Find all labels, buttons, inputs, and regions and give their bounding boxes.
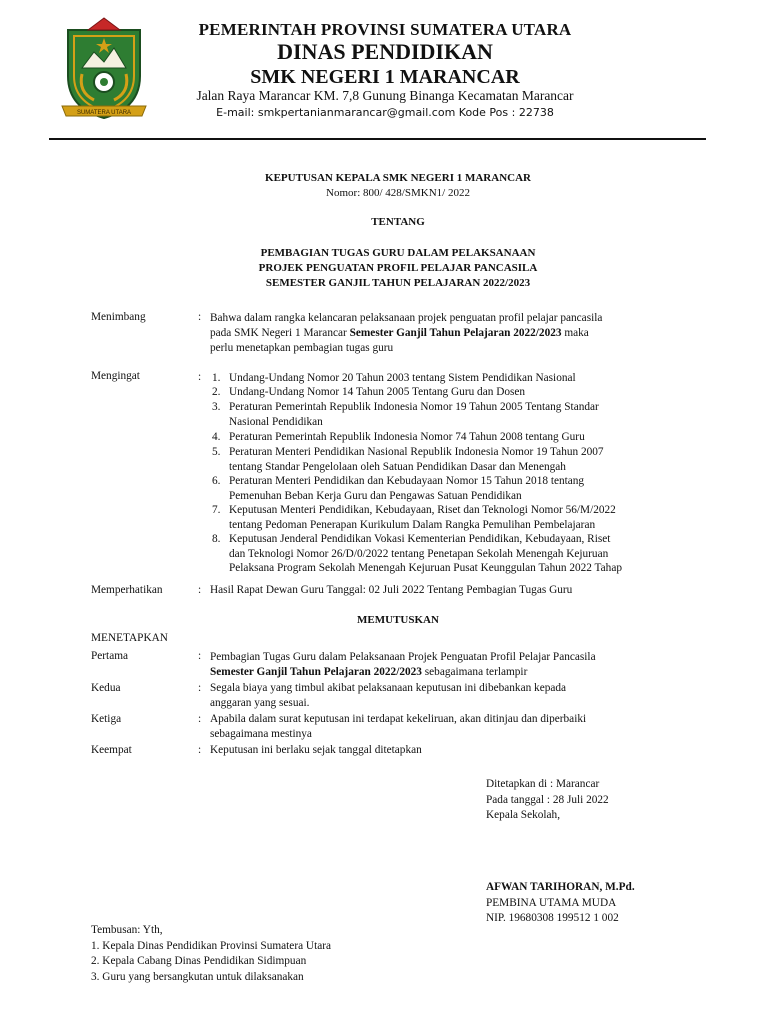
tembusan-item: 1. Kepala Dinas Pendidikan Provinsi Sumatera Utara [91,939,332,952]
letterhead-address: Jalan Raya Marancar KM. 7,8 Gunung Binanga Kecamatan Marancar [196,88,574,103]
mengingat-num-3: 3. [212,401,221,413]
mengingat-item-3-line-1: Peraturan Pemerintah Republik Indonesia Nomor 19 Tahun 2005 Tentang Standar [229,401,599,413]
mengingat-num-4: 4. [212,431,221,443]
provincial-emblem [58,16,150,122]
pertama-colon: : [198,650,202,662]
menimbang-line-2-post: maka [561,327,589,339]
signatory-name: AFWAN TARIHORAN, M.Pd. [486,881,635,893]
mengingat-colon: : [198,371,202,383]
pertama-line-2-bold: Semester Ganjil Tahun Pelajaran 2022/2023 [210,666,422,678]
pertama-line-2 [210,665,700,680]
menimbang-label: Menimbang [91,311,146,323]
menimbang-colon: : [198,311,202,323]
mengingat-label: Mengingat [91,370,140,382]
ketiga-colon: : [198,713,202,725]
ketiga-text [210,712,700,742]
mengingat-item-1 [229,371,703,386]
signature-role: Kepala Sekolah, [486,809,561,821]
signatory-block [486,880,635,927]
menimbang-text [210,311,700,356]
mengingat-item-2 [229,385,703,400]
ketiga-line-2: sebagaimana mestinya [210,728,312,740]
letterhead-government: PEMERINTAH PROVINSI SUMATERA UTARA [198,20,572,39]
keempat-text: Keputusan ini berlaku sejak tanggal ditetapkan [210,744,422,756]
memperhatikan-label: Memperhatikan [91,584,163,596]
menimbang-line-2-pre: pada SMK Negeri 1 Marancar [210,327,350,339]
memutuskan-heading: MEMUTUSKAN [357,614,439,626]
letterhead-department: DINAS PENDIDIKAN [277,39,493,64]
tembusan-heading: Tembusan: Yth, [91,924,163,936]
decree-about: TENTANG [371,216,425,228]
kedua-line-2: anggaran yang sesuai. [210,697,310,709]
memperhatikan-text: Hasil Rapat Dewan Guru Tanggal: 02 Juli 2022 Tentang Pembagian Tugas Guru [210,584,573,596]
kedua-colon: : [198,682,202,694]
mengingat-item-6-line-2: Pemenuhan Beban Kerja Guru dan Pengawas Satuan Pendidikan [229,489,522,502]
mengingat-item-5 [229,445,703,474]
mengingat-num-2: 2. [212,386,221,398]
keempat-label: Keempat [91,744,132,756]
mengingat-item-3 [229,400,703,429]
mengingat-item-8-line-3: Pelaksana Program Sekolah Menengah Kejuruan Pusat Keunggulan Tahun 2022 Tahap [229,562,622,574]
memperhatikan-colon: : [198,584,202,596]
decree-heading: KEPUTUSAN KEPALA SMK NEGERI 1 MARANCAR [265,172,531,184]
mengingat-item-2-line-1: Undang-Undang Nomor 14 Tahun 2005 Tentang Guru dan Dosen [229,386,526,398]
letterhead-contact: E-mail: smkpertanianmarancar@gmail.com Kode Pos : 22738 [216,106,554,119]
pertama-label: Pertama [91,650,129,662]
mengingat-item-4-line-1: Peraturan Pemerintah Republik Indonesia Nomor 74 Tahun 2008 tentang Guru [229,431,585,443]
mengingat-item-7-line-2: tentang Pedoman Penerapan Kurikulum Dalam Rangka Pemulihan Pembelajaran [229,518,596,531]
decree-subject-line-3: SEMESTER GANJIL TAHUN PELAJARAN 2022/2023 [265,277,531,289]
mengingat-item-7 [229,503,703,532]
kedua-line-1: Segala biaya yang timbul akibat pelaksanaan keputusan ini dibebankan kepada [210,682,567,694]
mengingat-item-8-line-1: Keputusan Jenderal Pendidikan Vokasi Kementerian Pendidikan, Kebudayaan, Riset [229,533,611,545]
tembusan-item: 2. Kepala Cabang Dinas Pendidikan Sidimpuan [91,955,307,967]
decree-number: Nomor: 800/ 428/SMKN1/ 2022 [326,187,470,199]
menimbang-line-3: perlu menetapkan pembagian tugas guru [210,342,394,354]
signatory-nip: NIP. 19680308 199512 1 002 [486,912,619,924]
mengingat-item-8-line-2: dan Teknologi Nomor 26/D/0/2022 tentang Penetapan Sekolah Menengah Kejuruan [229,547,609,560]
mengingat-num-6: 6. [212,475,221,487]
signatory-rank: PEMBINA UTAMA MUDA [486,896,617,909]
keempat-colon: : [198,744,202,756]
signature-block [486,777,609,824]
signature-date: Pada tanggal : 28 Juli 2022 [486,793,609,806]
decree-subject-line-2: PROJEK PENGUATAN PROFIL PELAJAR PANCASILA [258,262,538,274]
mengingat-item-3-line-2: Nasional Pendidikan [229,415,323,428]
ketiga-label: Ketiga [91,713,122,725]
mengingat-num-8: 8. [212,533,221,545]
kedua-label: Kedua [91,682,121,694]
mengingat-item-5-line-2: tentang Standar Pengelolaan oleh Satuan Pendidikan Dasar dan Menengah [229,460,566,473]
kedua-text [210,681,700,711]
letterhead-divider [49,138,706,140]
menetapkan-label: MENETAPKAN [91,632,168,644]
mengingat-item-6 [229,474,703,503]
tembusan-item: 3. Guru yang bersangkutan untuk dilaksanakan [91,970,304,983]
mengingat-num-5: 5. [212,446,221,458]
mengingat-item-1-line-1: Undang-Undang Nomor 20 Tahun 2003 tentang Sistem Pendidikan Nasional [229,372,576,384]
menimbang-line-2-bold: Semester Ganjil Tahun Pelajaran 2022/2023 [349,327,562,339]
ketiga-line-1: Apabila dalam surat keputusan ini terdapat kekeliruan, akan ditinjau dan diperbaiki [210,713,587,725]
tembusan-block [91,923,331,985]
pertama-line-1: Pembagian Tugas Guru dalam Pelaksanaan Projek Penguatan Profil Pelajar Pancasila [210,651,596,663]
emblem-ribbon-text: SUMATERA UTARA [76,110,132,116]
mengingat-item-6-line-1: Peraturan Menteri Pendidikan dan Kebudayaan Nomor 15 Tahun 2018 tentang [229,475,585,487]
pertama-text [210,650,700,680]
letterhead-school: SMK NEGERI 1 MARANCAR [250,66,520,88]
pertama-line-2-post: sebagaimana terlampir [421,666,528,678]
menimbang-line-2 [210,326,700,341]
menimbang-line-1: Bahwa dalam rangka kelancaran pelaksanaan projek penguatan profil pelajar pancasila [210,312,603,324]
mengingat-num-7: 7. [212,504,221,516]
mengingat-num-1: 1. [212,372,221,384]
mengingat-item-5-line-1: Peraturan Menteri Pendidikan Nasional Republik Indonesia Nomor 19 Tahun 2007 [229,446,604,458]
mengingat-item-4 [229,430,703,445]
mengingat-item-8 [229,532,703,576]
decree-subject-line-1: PEMBAGIAN TUGAS GURU DALAM PELAKSANAAN [260,247,536,259]
mengingat-item-7-line-1: Keputusan Menteri Pendidikan, Kebudayaan, Riset dan Teknologi Nomor 56/M/2022 [229,504,616,516]
signature-place: Ditetapkan di : Marancar [486,778,600,790]
